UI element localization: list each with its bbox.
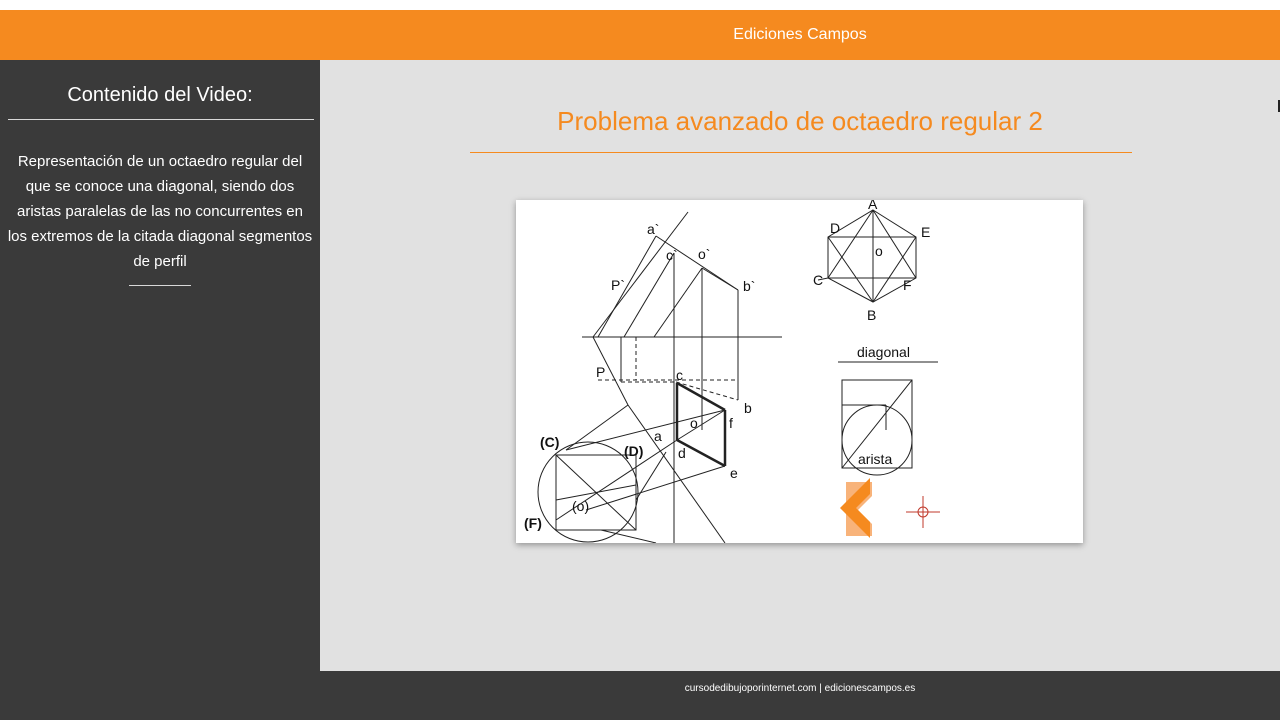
edicionescampos-logo-mark xyxy=(840,478,872,538)
label-f: f xyxy=(729,415,733,431)
top-strip xyxy=(0,0,1280,10)
label-A: A xyxy=(868,200,878,212)
label-P-prime: P` xyxy=(611,277,625,293)
label-a-prime: a` xyxy=(647,221,660,237)
label-o-hex: o xyxy=(875,243,883,259)
footer-links[interactable]: cursodedibujoporinternet.com | edicionescampos.es xyxy=(684,683,916,694)
page-title: Problema avanzado de octaedro regular 2 xyxy=(557,106,1043,136)
sidebar-short-divider xyxy=(129,285,191,286)
label-E: E xyxy=(921,224,931,240)
footer-bar xyxy=(0,671,1280,720)
header-bar xyxy=(0,10,1280,60)
label-o-prime: o` xyxy=(698,246,711,262)
label-B: B xyxy=(867,307,877,323)
label-e: e xyxy=(730,465,738,481)
label-c: c xyxy=(676,367,683,383)
label-b-prime: b` xyxy=(743,278,756,294)
label-arista: arista xyxy=(858,451,893,467)
label-o-paren: (o) xyxy=(572,498,590,514)
main-content xyxy=(320,60,1280,671)
label-c-prime: c` xyxy=(666,247,678,263)
label-d: d xyxy=(678,445,686,461)
label-D: D xyxy=(830,220,841,236)
label-diagonal: diagonal xyxy=(857,344,910,360)
label-D-paren: (D) xyxy=(624,443,644,459)
label-P: P xyxy=(596,364,606,380)
label-F-paren: (F) xyxy=(524,515,542,531)
label-o: o xyxy=(690,415,698,431)
octahedron-drawing xyxy=(516,200,1083,543)
title-underline xyxy=(470,152,1132,153)
sidebar-divider xyxy=(8,119,314,120)
label-C-paren: (C) xyxy=(540,434,560,450)
video-description: Representación de un octaedro regular del que se conoce una diagonal, siendo dos aristas paralelas de las no concurrentes en los extremos de la citada diagonal segmentos de perfil xyxy=(7,153,313,270)
label-C: C xyxy=(813,272,824,288)
label-a: a xyxy=(654,428,662,444)
brand-title[interactable]: Ediciones Campos xyxy=(733,26,867,43)
video-frame[interactable] xyxy=(516,200,1083,543)
label-b: b xyxy=(744,400,752,416)
label-F: F xyxy=(903,277,912,293)
sidebar xyxy=(0,60,320,671)
sidebar-title: Contenido del Video: xyxy=(67,84,253,106)
